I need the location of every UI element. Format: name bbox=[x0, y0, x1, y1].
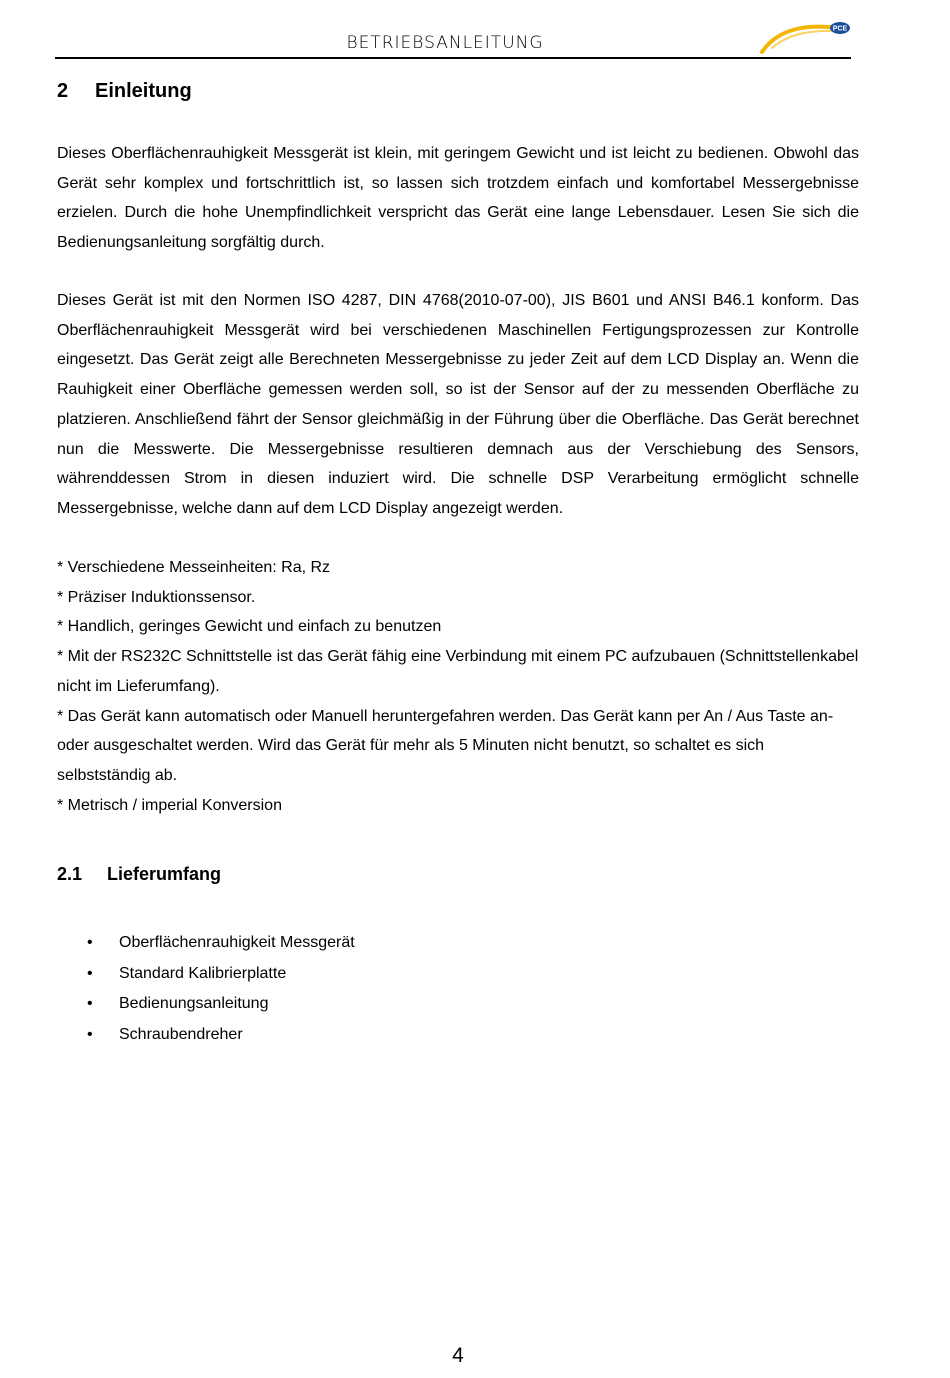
logo-text: PCE bbox=[832, 25, 848, 33]
delivery-item bbox=[87, 928, 355, 959]
bullet-icon: • bbox=[87, 964, 93, 982]
section-heading bbox=[57, 80, 192, 103]
delivery-item bbox=[87, 1020, 355, 1051]
page-header bbox=[55, 25, 851, 60]
page-number: 4 bbox=[452, 1344, 464, 1367]
feature-item: * Verschiedene Messeinheiten: Ra, Rz bbox=[57, 559, 331, 576]
subsection-heading bbox=[57, 864, 221, 885]
standards-paragraph: Dieses Gerät ist mit den Normen ISO 4287, DIN 4768(2010-07-00), JIS B601 und ANSI B46.1 konform. Das Oberflächenrauhigkeit Messgerät wird bei verschiedenen Maschinellen Fertigungsprozessen zur Kontrolle eingesetzt. Das Gerät zeigt alle Berechneten Messergebnisse zu jeder Zeit auf dem LCD Display an. Wenn die Rauhigkeit einer Oberfläche gemessen werden soll, so ist der Sensor auf der zu messenden Oberfläche zu platzieren. Anschließend fährt der Sensor gleichmäßig in der Führung über die Oberfläche. Das Gerät berechnet nun die Messwerte. Die Messergebnisse resultieren demnach aus der Verschiebung des Sensors, währenddessen Strom in diesen induziert wird. Die schnelle DSP Verarbeitung ermöglicht schnelle Messergebnisse, welche dann auf dem LCD Display angezeigt werden. bbox=[57, 292, 859, 517]
feature-list bbox=[57, 553, 859, 820]
pce-logo-icon bbox=[758, 18, 853, 54]
feature-item: * Mit der RS232C Schnittstelle ist das Gerät fähig eine Verbindung mit einem PC aufzubauen (Schnittstellenkabel nicht im Lieferumfang). bbox=[57, 648, 859, 695]
bullet-icon: • bbox=[87, 934, 93, 951]
delivery-item bbox=[87, 989, 355, 1020]
feature-item: * Das Gerät kann automatisch oder Manuell heruntergefahren werden. Das Gerät kann per An / Aus Taste an- oder ausgeschaltet werden. Wird das Gerät für mehr als 5 Minuten nicht benutzt, so schaltet es sich selbstständig ab. bbox=[57, 707, 834, 784]
delivery-item-label: Oberflächenrauhigkeit Messgerät bbox=[119, 934, 355, 951]
bullet-icon: • bbox=[87, 995, 93, 1013]
feature-item: * Präziser Induktionssensor. bbox=[57, 588, 256, 606]
section-title: Einleitung bbox=[95, 80, 192, 102]
delivery-item-label: Bedienungsanleitung bbox=[119, 995, 269, 1013]
feature-item: * Metrisch / imperial Konversion bbox=[57, 796, 282, 814]
delivery-item-label: Standard Kalibrierplatte bbox=[119, 964, 287, 982]
header-title: BETRIEBSANLEITUNG bbox=[346, 33, 544, 53]
header-rule bbox=[55, 57, 851, 59]
delivery-item-label: Schraubendreher bbox=[119, 1026, 243, 1044]
delivery-list bbox=[87, 928, 355, 1051]
bullet-icon: • bbox=[87, 1026, 93, 1044]
subsection-number: 2.1 bbox=[57, 864, 83, 884]
section-number: 2 bbox=[57, 80, 69, 102]
intro-paragraph: Dieses Oberflächenrauhigkeit Messgerät ist klein, mit geringem Gewicht und ist leicht zu bedienen. Obwohl das Gerät sehr komplex und fortschrittlich ist, so lassen sich trotzdem einfach und komfortabel Messergebnisse erzielen. Durch die hohe Unempfindlichkeit verspricht das Gerät eine lange Lebensdauer. Lesen Sie sich die Bedienungsanleitung sorgfältig durch. bbox=[57, 145, 859, 252]
delivery-item bbox=[87, 959, 355, 990]
subsection-title: Lieferumfang bbox=[107, 864, 222, 884]
feature-item: * Handlich, geringes Gewicht und einfach zu benutzen bbox=[57, 618, 442, 636]
